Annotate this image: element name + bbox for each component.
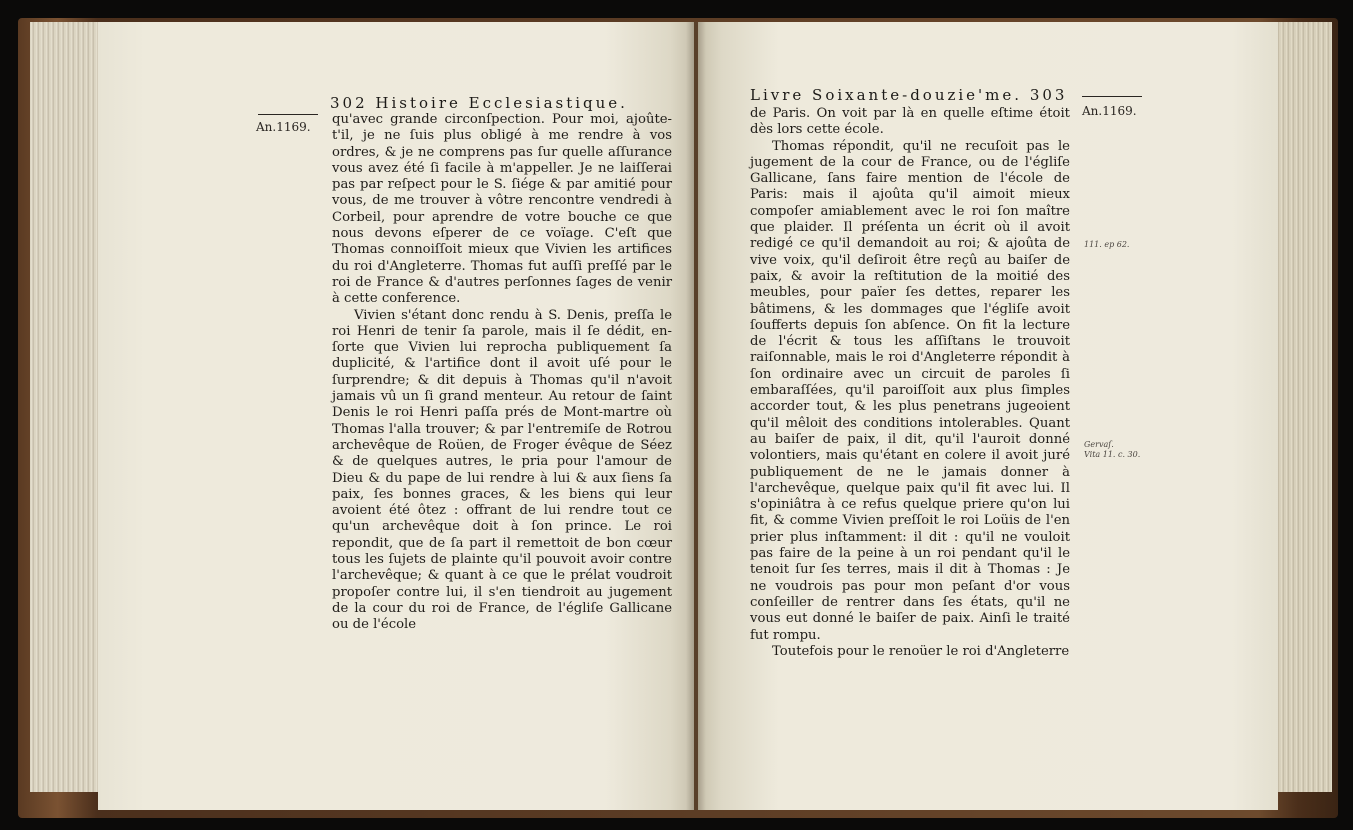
paragraph: Toutefois pour le renoüer le roi d'Angleterre [772,643,1070,659]
margin-year: An.1169. [256,120,311,134]
running-head: Livre Soixante-douzie'me. 303 [750,86,1068,104]
left-text [332,112,672,634]
paragraph: Vivien s'étant donc rendu à S. Denis, preſſa le roi Henri de tenir ſa parole, mais il ſe dédit, en-ſorte que Vivien lui reprocha publiquement ſa duplicité, & l'artifice dont il avoit uſé pour le ſurprendre; & dit depuis à Thomas qu'il n'avoit jamais vû un ſi grand menteur. Au retour de ſaint Denis le roi Henri paſſa prés de Mont-martre où Thomas l'alla trouver; & par l'entremiſe de Rotrou archevêque de Roüen, de Froger évêque de Séez & de quelques autres, le pria pour l'amour de Dieu & du pape de lui rendre à lui & aux ſiens ſa paix, ſes bonnes graces, & les biens qui leur avoient été ôtez : offrant de lui rendre tout ce qu'un archevêque doit à ſon prince. Le roi repondit, que de ſa part il remettoit de bon cœur tous les ſujets de plainte qu'il pouvoit avoir contre l'archevêque; & quant à ce que le prélat voudroit propoſer contre lui, il s'en tiendroit au jugement de la cour du roi de France, de l'égliſe Gallicane ou de l'école [332,307,672,633]
paragraph: qu'avec grande circonſpection. Pour moi, ajoûte-t'il, je ne ſuis plus obligé à me rendre à vos ordres, & je ne comprens pas ſur quelle aſſurance vous avez été ſi facile à m'appeller. Je ne laiſſerai pas par reſpect pour le S. ſiége & par amitié pour vous, de me trouver à vôtre rencontre vendredi à Corbeil, pour aprendre de votre bouche ce que nous devons eſperer de ce voïage. C'eſt que Thomas connoiſſoit mieux que Vivien les artifices du roi d'Angleterre. Thomas fut auſſi preſſé par le roi de France & d'autres perſonnes ſages de venir à cette conference. [332,112,672,307]
running-head: 302 Histoire Ecclesiastique. [330,94,628,112]
margin-note: Gervaſ. [1084,440,1114,449]
right-page-edges [1270,22,1332,792]
paragraph: Thomas répondit, qu'il ne recuſoit pas le jugement de la cour de France, ou de l'égliſe Gallicane, ſans faire mention de l'école de Paris: mais il ajoûta qu'il aimoit mieux compoſer amiablement avec le roi ſon maître que plaider. Il préſenta un écrit où il avoit redigé ce qu'il demandoit au roi; & ajoûta de vive voix, qu'il deſiroit être reçû au baiſer de paix, & avoir la reſtitution de la moitié des meubles, pour païer ſes dettes, reparer les bâtimens, & les dommages que l'égliſe avoit ſoufferts depuis ſon abſence. On fit la lecture de l'écrit & tous les aſſiſtans le trouvoit raiſonnable, mais le roi d'Angleterre répondit à ſon ordinaire avec un circuit de paroles ſi embaraſſées, qu'il paroiſſoit aux plus ſimples accorder tout, & les plus penetrans jugeoient qu'il mêloit des conditions intolerables. Quant au baiſer de paix, il dit, qu'il l'auroit donné volontiers, mais qu'étant en colere il avoit juré publiquement de ne le jamais donner à l'archevêque, quelque paix qu'il fit avec lui. Il s'opiniâtra à ce refus quelque priere qu'on lui fit, & comme Vivien preſſoit le roi Loüis de l'en prier plus inſtamment: il dit : qu'il ne vouloit pas faire de la peine à un roi pendant qu'il le tenoit ſur ſes terres, mais il dit à Thomas : Je ne voudrois pas pour mon peſant d'or vous conſeiller de rentrer dans ſes états, qu'il ne vous eut donné le baiſer de paix. Ainſi le traité fut rompu. [750,138,1070,643]
margin-note: 111. ep 62. [1084,240,1130,249]
margin-note: Vita 11. c. 30. [1084,450,1141,459]
left-page [98,22,694,810]
margin-rule [258,114,318,115]
margin-rule [1082,96,1142,97]
gutter [686,22,706,810]
margin-year: An.1169. [1082,104,1137,118]
right-page [698,22,1278,810]
paragraph: de Paris. On voit par là en quelle eſtime étoit dès lors cette école. [750,106,1070,138]
right-text [750,106,1070,660]
